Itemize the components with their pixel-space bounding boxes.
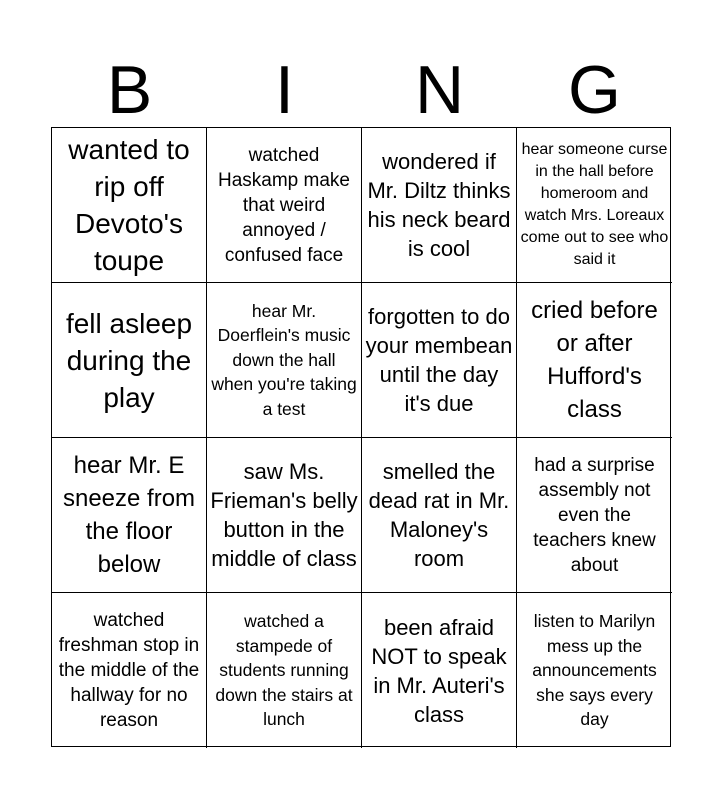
cell-text: saw Ms. Frieman's belly button in the middle of class bbox=[210, 459, 358, 571]
bingo-cell[interactable] bbox=[517, 593, 672, 748]
bingo-cell[interactable] bbox=[52, 283, 207, 438]
bingo-cell[interactable] bbox=[207, 128, 362, 283]
cell-text: smelled the dead rat in Mr. Maloney's room bbox=[368, 459, 510, 571]
bingo-cell[interactable] bbox=[52, 593, 207, 748]
cell-text: hear Mr. Doerflein's music down the hall when you're taking a test bbox=[211, 300, 357, 419]
bingo-cell[interactable] bbox=[517, 438, 672, 593]
bingo-cell[interactable] bbox=[362, 128, 517, 283]
bingo-cell[interactable] bbox=[207, 283, 362, 438]
bingo-header bbox=[52, 52, 672, 128]
bingo-cell[interactable] bbox=[517, 128, 672, 283]
header-letter-n: N bbox=[414, 52, 465, 128]
bingo-cell[interactable] bbox=[52, 128, 207, 283]
header-letter-b: B bbox=[106, 52, 153, 128]
cell-text: wanted to rip off Devoto's toupe bbox=[68, 134, 190, 276]
bingo-cell[interactable] bbox=[207, 593, 362, 748]
bingo-card bbox=[51, 127, 671, 747]
bingo-cell[interactable] bbox=[207, 438, 362, 593]
cell-text: hear someone curse in the hall before homeroom and watch Mrs. Loreaux come out to see who said it bbox=[520, 141, 669, 268]
cell-text: watched a stampede of students running down the stairs at lunch bbox=[215, 611, 353, 730]
cell-text: fell asleep during the play bbox=[65, 307, 193, 413]
header-letter-g: G bbox=[568, 52, 621, 128]
cell-text: had a surprise assembly not even the teachers knew about bbox=[533, 454, 656, 576]
cell-text: watched Haskamp make that weird annoyed / confused face bbox=[218, 144, 350, 266]
bingo-cell[interactable] bbox=[362, 438, 517, 593]
bingo-cell[interactable] bbox=[52, 438, 207, 593]
cell-text: wondered if Mr. Diltz thinks his neck beard is cool bbox=[367, 149, 511, 261]
cell-text: cried before or after Hufford's class bbox=[531, 297, 658, 423]
header-letter-i: I bbox=[275, 52, 294, 128]
bingo-cell[interactable] bbox=[362, 593, 517, 748]
cell-text: forgotten to do your membean until the day it's due bbox=[365, 304, 513, 416]
bingo-cell[interactable] bbox=[517, 283, 672, 438]
bingo-cell[interactable] bbox=[362, 283, 517, 438]
cell-text: hear Mr. E sneeze from the floor below bbox=[62, 452, 196, 578]
cell-text: listen to Marilyn mess up the announcements she says every day bbox=[532, 611, 657, 730]
cell-text: watched freshman stop in the middle of the hallway for no reason bbox=[58, 610, 200, 731]
cell-text: been afraid NOT to speak in Mr. Auteri's class bbox=[371, 614, 507, 727]
